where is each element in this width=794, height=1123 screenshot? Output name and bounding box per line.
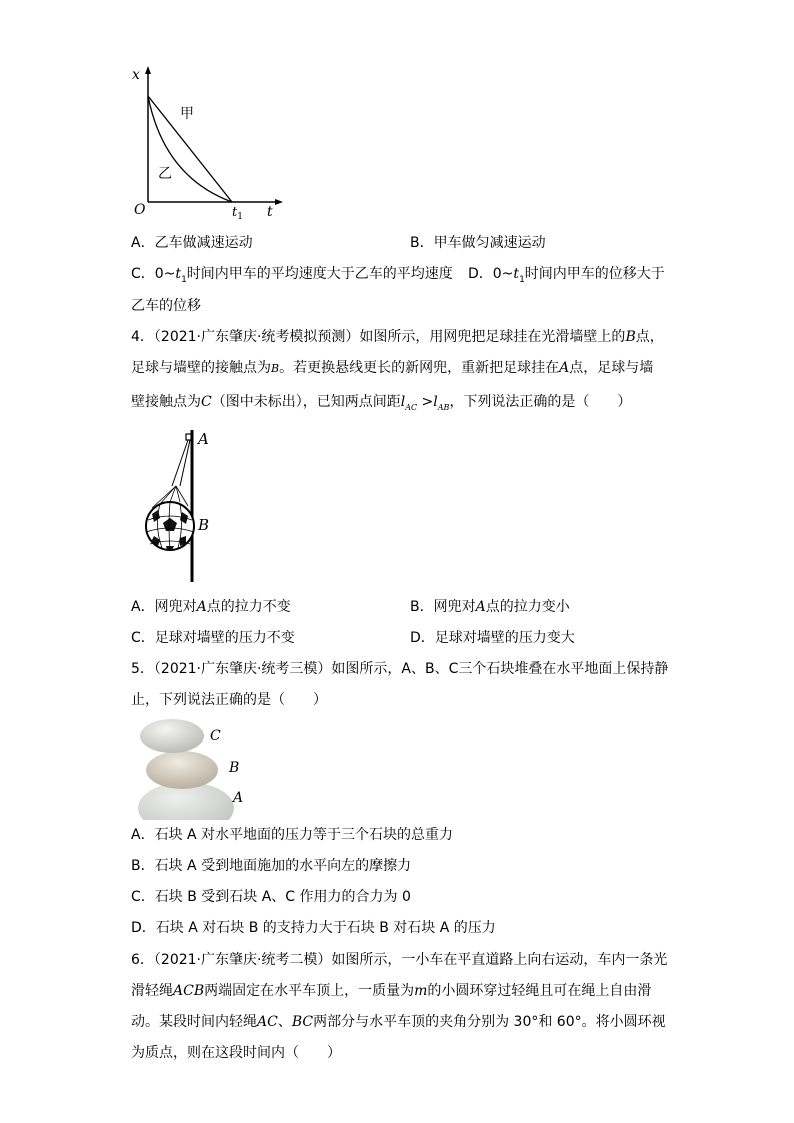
label-yi: 乙	[158, 166, 172, 182]
q3-c-post: 时间内甲车的平均速度大于乙车的平均速度	[186, 266, 453, 282]
q3-d-post: 时间内甲车的位移大于	[524, 266, 665, 282]
x-axis-arrow	[275, 199, 283, 205]
q3-c-pre: C．0~	[131, 266, 176, 282]
q4-l3-var: C	[201, 394, 212, 410]
label-b: B	[229, 760, 240, 776]
q3-option-c[interactable]	[131, 264, 453, 290]
hook	[186, 434, 191, 440]
q4-stem-line2	[131, 358, 653, 379]
q4-option-a[interactable]	[131, 597, 291, 617]
q4-option-b[interactable]	[410, 597, 570, 617]
q4-l1-post: 点，	[635, 329, 664, 345]
label-a: A	[233, 790, 244, 806]
q5-option-c[interactable]: C．石块 B 受到石块 A、C 作用力的合力为 0	[131, 889, 411, 905]
label-a: A	[198, 430, 209, 448]
q4-l3-pre: 壁接触点为	[131, 394, 201, 410]
q5-stem-line1: 5．（2021·广东肇庆·统考三模）如图所示，A、B、C三个石块堆叠在水平地面上保持静	[131, 661, 669, 677]
y-axis-arrow	[145, 66, 151, 74]
q6-l2-pre: 滑轻绳	[131, 983, 173, 999]
q5-option-a[interactable]: A．石块 A 对水平地面的压力等于三个石块的总重力	[131, 827, 454, 843]
stone-b	[146, 751, 218, 789]
q4-l2-pre: 足球与墙壁的接触点为	[131, 360, 271, 376]
label-b: B	[198, 516, 210, 534]
q6-l3-bc: BC	[291, 1014, 314, 1030]
q4-a-var: A	[196, 599, 207, 615]
q6-l2-mid: 两端固定在水平车顶上，一质量为	[204, 983, 415, 999]
q4-l3-s1: AC	[405, 402, 418, 412]
origin-label: O	[134, 202, 146, 218]
q6-l2-m: m	[414, 983, 428, 999]
q4-b-post: 点的拉力变小	[485, 599, 570, 615]
q3-d-sub: 1	[519, 274, 525, 285]
q6-stem-line1: 6．（2021·广东肇庆·统考二模）如图所示，一小车在平直道路上向右运动，车内一条光	[131, 952, 668, 968]
q4-a-pre: A．网兜对	[131, 599, 197, 615]
q4-l2-post: 。若更换悬线更长的新网兜，重新把足球挂在	[279, 360, 560, 376]
q6-l2-var: ACB	[173, 983, 205, 999]
q4-l1-pre: 4．（2021·广东肇庆·统考模拟预测）如图所示，用网兜把足球挂在光滑墙壁上的	[131, 329, 626, 345]
q4-a-post: 点的拉力不变	[206, 599, 291, 615]
q3-option-d-cont: 乙车的位移	[131, 298, 201, 314]
xt-graph	[128, 62, 288, 222]
q4-l2-var2: A	[559, 360, 570, 376]
label-c: C	[210, 728, 221, 744]
q4-stem-line3	[131, 392, 631, 418]
q5-option-d[interactable]: D．石块 A 对石块 B 的支持力大于石块 B 对石块 A 的压力	[131, 920, 496, 936]
q4-b-var: A	[475, 599, 486, 615]
q4-b-pre: B．网兜对	[410, 599, 476, 615]
q4-l2-var: B	[271, 362, 280, 375]
q4-l3-l2: l	[433, 394, 438, 410]
q6-stem-line4: 为质点，则在这段时间内（ ）	[131, 1045, 341, 1061]
q3-c-t: t	[175, 266, 182, 282]
q4-l3-s2: AB	[437, 402, 450, 412]
q4-l3-l1: l	[400, 394, 406, 410]
q6-l3-ac: AC	[257, 1014, 278, 1030]
q6-l3-sep: 、	[277, 1014, 292, 1030]
q4-option-c[interactable]: C．足球对墙壁的压力不变	[131, 630, 295, 646]
axis-label-x: x	[132, 67, 140, 83]
q3-d-pre: D．0~	[468, 266, 514, 282]
q4-l3-post: ，下列说法正确的是（ ）	[449, 394, 632, 410]
q6-stem-line3	[131, 1012, 666, 1032]
stone-c	[140, 719, 204, 753]
string-right	[180, 440, 190, 486]
q3-c-sub: 1	[181, 274, 187, 285]
q5-stem-line2: 止，下列说法正确的是（ ）	[131, 692, 327, 708]
q4-l1-var: B	[625, 329, 636, 345]
q4-stem-line1	[131, 327, 664, 347]
q3-d-t: t	[513, 266, 520, 282]
q6-l3-pre: 动。某段时间内轻绳	[131, 1014, 257, 1030]
stones-figure	[134, 714, 252, 820]
q3-option-b[interactable]: B．甲车做匀减速运动	[410, 235, 546, 251]
q3-option-d[interactable]	[468, 264, 665, 290]
ball-net-figure	[140, 428, 220, 584]
q4-l3-gt: >	[417, 394, 434, 410]
q4-l3-mid: （图中未标出），已知两点间距	[211, 394, 401, 410]
q3-option-a[interactable]: A．乙车做减速运动	[131, 235, 253, 251]
q6-stem-line2	[131, 981, 651, 1001]
q4-l2-post2: 点，足球与墙	[569, 360, 654, 376]
q6-l2-post: 的小圆环穿过轻绳且可在绳上自由滑	[427, 983, 652, 999]
q6-l3-post: 两部分与水平车顶的夹角分别为 30°和 60°。将小圆环视	[313, 1014, 666, 1030]
string-left	[172, 440, 188, 486]
axis-label-t: t	[267, 204, 273, 220]
label-jia: 甲	[180, 106, 194, 122]
q5-option-b[interactable]: B．石块 A 受到地面施加的水平向左的摩擦力	[131, 858, 412, 874]
tick-t1: $t_1$	[232, 205, 243, 222]
q4-option-d[interactable]: D．足球对墙壁的压力变大	[410, 630, 575, 646]
